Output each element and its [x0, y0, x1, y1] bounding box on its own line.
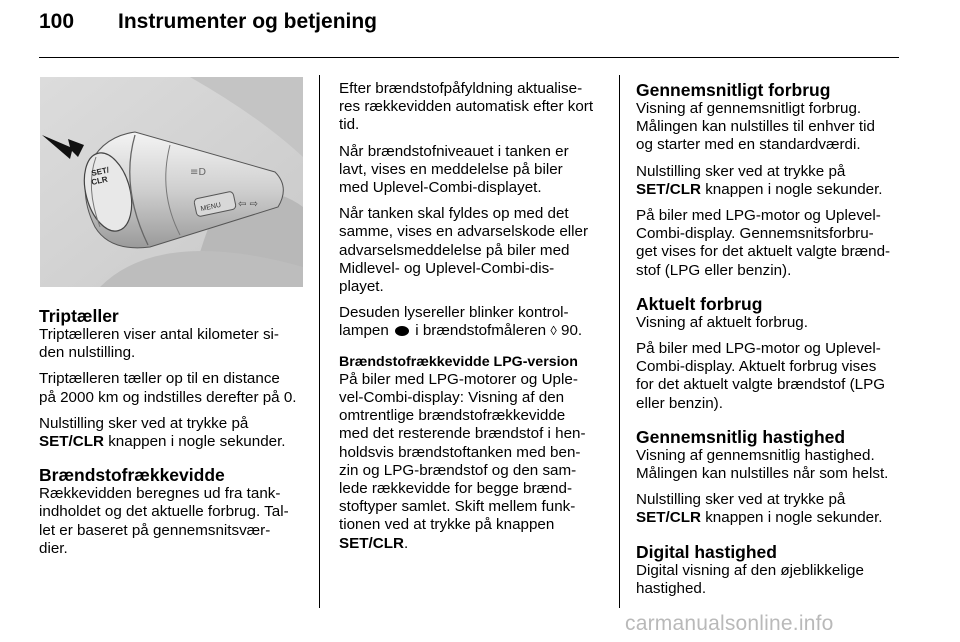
column-1: [39, 306, 307, 566]
paragraph: Nulstilling sker ved at trykke på SET/CLR knappen i nogle sekunder.: [39, 414, 286, 451]
paragraph: Triptælleren viser antal kilometer si- den nulstilling.: [39, 326, 279, 362]
fuel-warning-lamp-icon: [395, 326, 409, 336]
page-title: Instrumenter og betjening: [118, 10, 378, 33]
svg-text:CLR: CLR: [90, 174, 109, 187]
paragraph: Efter brændstofpåfyldning aktualise- res rækkevidden automatisk efter kort tid.: [339, 80, 594, 134]
heading-digital-hastighed: Digital hastighed: [636, 541, 777, 562]
page-reference-icon: ◊: [550, 323, 557, 339]
heading-gennemsnitligt-forbrug: Gennemsnitligt forbrug: [636, 80, 831, 100]
heading-triptaeller: Triptæller: [39, 306, 119, 326]
paragraph: Triptælleren tæller op til en distance på 2000 km og indstilles derefter på 0.: [39, 370, 297, 406]
paragraph: Visning af gennemsnitligt forbrug. Målingen kan nulstilles til enhver tid og starter med en standardværdi.: [636, 100, 875, 154]
watermark: carmanualsonline.info: [625, 612, 834, 635]
column-divider: [619, 75, 620, 608]
paragraph: Visning af gennemsnitlig hastighed. Målingen kan nulstilles når som helst.: [636, 446, 889, 483]
paragraph: Nulstilling sker ved at trykke på SET/CLR knappen i nogle sekunder.: [636, 162, 883, 198]
paragraph: Nulstilling sker ved at trykke på SET/CLR knappen i nogle sekunder.: [636, 491, 883, 527]
column-divider: [319, 75, 320, 608]
paragraph: På biler med LPG-motor og Uplevel- Combi-display. Gennemsnitsforbru- get vises for det aktuelt valgte brænd- stof (LPG eller benzin).: [636, 207, 891, 279]
subheading-lpg: Brændstofrækkevidde LPG-version: [339, 353, 578, 370]
svg-text:SET/: SET/: [90, 165, 110, 178]
page-number: 100: [39, 10, 75, 33]
svg-text:⇦ ⇨: ⇦ ⇨: [238, 199, 258, 210]
paragraph: Når brændstofniveauet i tanken er lavt, vises en meddelelse på biler med Uplevel-Combi-displayet.: [339, 142, 569, 197]
paragraph: Digital visning af den øjeblikkelige hastighed.: [636, 561, 864, 597]
svg-text:MENU: MENU: [200, 201, 222, 213]
column-3: [636, 80, 904, 606]
paragraph: Visning af aktuelt forbrug.: [636, 313, 808, 331]
heading-gennemsnitlig-hastighed: Gennemsnitlig hastighed: [636, 426, 846, 447]
paragraph: Rækkevidden beregnes ud fra tank- indholdet og det aktuelle forbrug. Tal- let er baseret på gennemsnitsvær- dier.: [39, 485, 289, 557]
paragraph: Desuden lysereller blinker kontrol- lampen i brændstofmåleren ◊ 90.: [339, 304, 583, 340]
heading-aktuelt-forbrug: Aktuelt forbrug: [636, 293, 763, 314]
paragraph: På biler med LPG-motorer og Uple- vel-Combi-display: Visning af den omtrentlige brændstofrækkevidde med det resterende brændstof i hen- holdsvis brændstoftanken med ben- zin og LPG-brændstof og den sam- lede rækkevidde for begge brænd- stoftyper samlet. Skift mellem funk- tionen ved at trykke på knappen SET/CLR.: [339, 370, 586, 552]
header-rule: [39, 57, 899, 58]
heading-braendstofraekkevidde: Brændstofrækkevidde: [39, 465, 225, 486]
column-2: [339, 80, 609, 561]
svg-text:≡D: ≡D: [190, 167, 207, 178]
lever-drawing: [40, 77, 303, 287]
paragraph: Når tanken skal fyldes op med det samme, vises en advarselskode eller advarselsmeddelelse på biler med Midlevel- og Uplevel-Combi-dis- playet.: [339, 205, 589, 296]
lever-illustration: [40, 77, 303, 287]
paragraph: På biler med LPG-motor og Uplevel- Combi-display. Aktuelt forbrug vises for det aktuelt valgte brændstof (LPG eller benzin).: [636, 340, 886, 412]
